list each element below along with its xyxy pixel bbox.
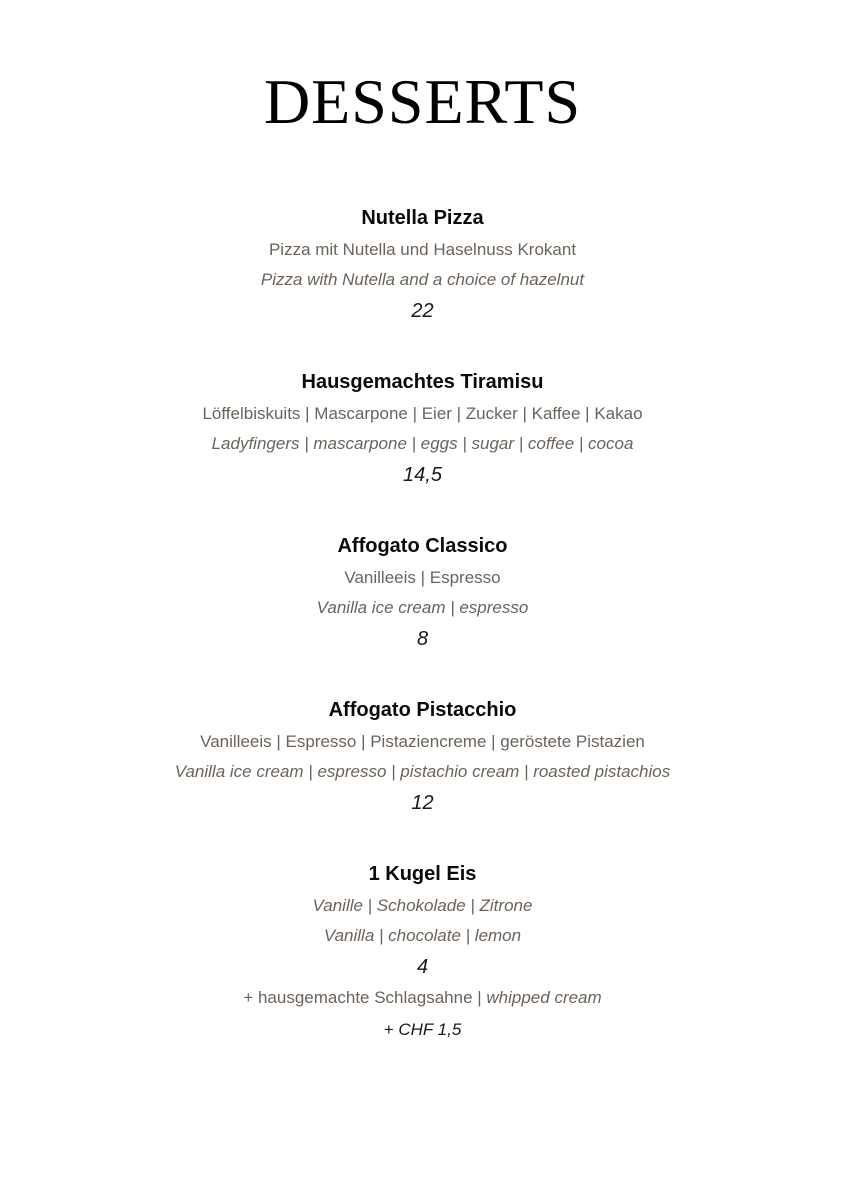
page-title: DESSERTS — [263, 66, 582, 137]
item-name: 1 Kugel Eis — [368, 863, 477, 885]
menu-item-kugel-eis — [0, 860, 845, 1046]
item-name: Affogato Classico — [337, 535, 508, 557]
item-extra-price: + CHF 1,5 — [383, 1020, 462, 1039]
item-price: 4 — [416, 956, 429, 978]
item-extra-option — [0, 984, 845, 1016]
item-extra-en: whipped cream — [486, 988, 602, 1007]
item-description-en: Vanilla | chocolate | lemon — [323, 926, 522, 945]
item-name: Hausgemachtes Tiramisu — [301, 371, 544, 393]
menu-item-nutella-pizza — [0, 204, 845, 328]
item-description-de: Pizza mit Nutella und Haselnuss Krokant — [268, 240, 577, 259]
item-price: 8 — [416, 628, 429, 650]
item-extra-de: + hausgemachte Schlagsahne | — [243, 988, 487, 1007]
menu-item-affogato-pistacchio — [0, 696, 845, 820]
item-description-de: Vanilleeis | Espresso | Pistaziencreme | geröstete Pistazien — [200, 732, 645, 751]
item-price: 12 — [411, 792, 434, 814]
item-description-en: Ladyfingers | mascarpone | eggs | sugar | coffee | cocoa — [211, 434, 634, 453]
menu-item-affogato-classico — [0, 532, 845, 656]
menu-item-tiramisu — [0, 368, 845, 492]
item-price: 14,5 — [403, 464, 442, 486]
item-description-en: Vanilla ice cream | espresso — [316, 598, 529, 617]
item-description-en: Vanilla ice cream | espresso | pistachio cream | roasted pistachios — [174, 762, 671, 781]
item-name: Nutella Pizza — [361, 207, 484, 229]
item-description-en: Pizza with Nutella and a choice of hazelnut — [260, 270, 585, 289]
item-price: 22 — [411, 300, 434, 322]
item-name: Affogato Pistacchio — [328, 699, 517, 721]
item-description-de: Vanille | Schokolade | Zitrone — [312, 896, 533, 915]
item-description-de: Vanilleeis | Espresso — [344, 568, 501, 587]
item-description-de: Löffelbiskuits | Mascarpone | Eier | Zucker | Kaffee | Kakao — [202, 404, 643, 423]
